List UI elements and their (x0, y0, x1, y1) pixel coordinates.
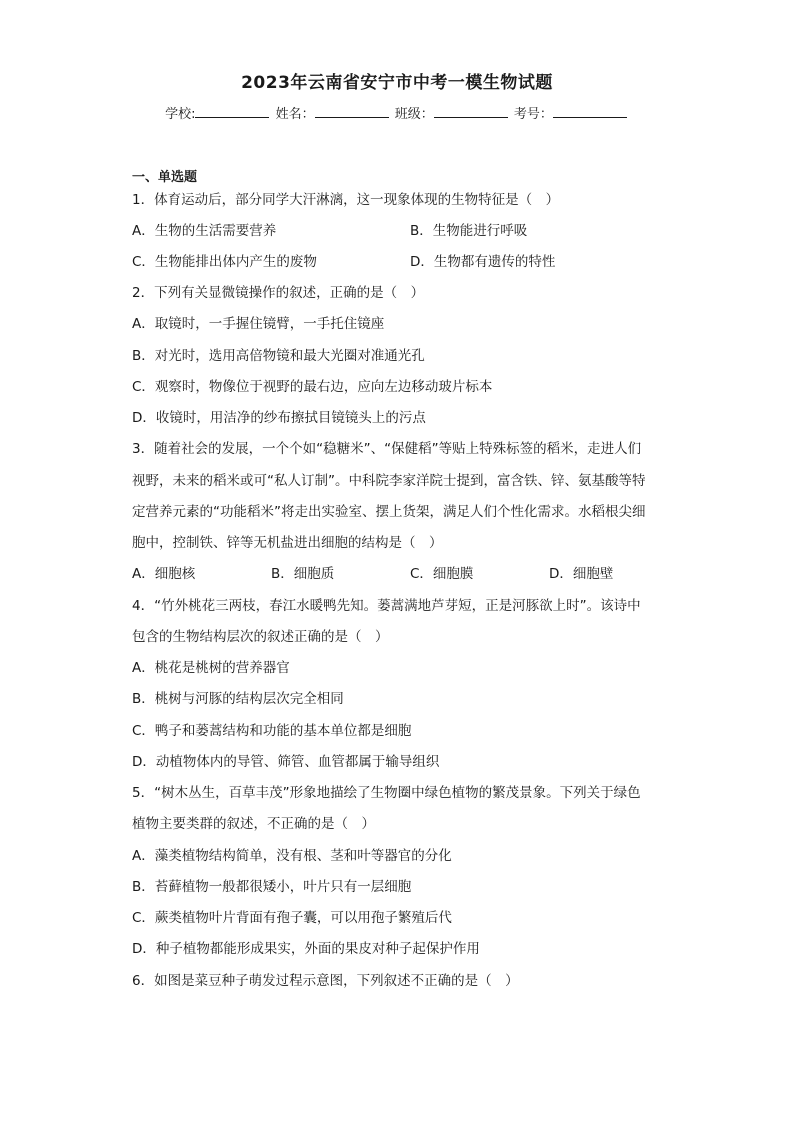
question-4-option-a: A．桃花是桃树的营养器官 (132, 660, 290, 676)
school-blank (195, 105, 269, 118)
question-2-option-b: B．对光时，选用高倍物镜和最大光圈对准通光孔 (132, 348, 425, 364)
question-3-stem-line-3: 定营养元素的“功能稻米”将走出实验室、摆上货架，满足人们个性化需求。水稻根尖细 (132, 504, 646, 520)
question-4-stem-line-1: 4．“竹外桃花三两枝，春江水暖鸭先知。蒌蒿满地芦芽短，正是河豚欲上时”。该诗中 (132, 598, 641, 614)
question-1-option-d: D．生物都有遗传的特性 (410, 254, 556, 270)
question-4-option-b: B．桃树与河豚的结构层次完全相同 (132, 691, 344, 707)
question-1-option-b: B．生物能进行呼吸 (410, 223, 528, 239)
question-3-stem-line-4: 胞中，控制铁、锌等无机盐进出细胞的结构是（ ） (132, 535, 443, 551)
class-blank (434, 105, 508, 118)
exam-number-label: 考号： (513, 107, 553, 122)
question-1-stem: 1．体育运动后，部分同学大汗淋漓，这一现象体现的生物特征是（ ） (132, 192, 560, 208)
question-2-option-a: A．取镜时，一手握住镜臂，一手托住镜座 (132, 316, 385, 332)
name-blank (315, 105, 389, 118)
student-info-row (0, 103, 794, 122)
question-3-stem-line-1: 3．随着社会的发展，一个个如“稳糖米”、“保健稻”等贴上特殊标签的稻米，走进人们 (132, 441, 642, 457)
name-label: 姓名： (275, 107, 315, 122)
question-5-stem-line-2: 植物主要类群的叙述，不正确的是（ ） (132, 816, 375, 832)
question-5-stem-line-1: 5．“树木丛生，百草丰茂”形象地描绘了生物圈中绿色植物的繁茂景象。下列关于绿色 (132, 785, 641, 801)
exam-number-blank (553, 105, 627, 118)
question-5-option-b: B．苔藓植物一般都很矮小，叶片只有一层细胞 (132, 879, 412, 895)
question-2-option-c: C．观察时，物像位于视野的最右边，应向左边移动玻片标本 (132, 379, 493, 395)
question-2-stem: 2．下列有关显微镜操作的叙述，正确的是（ ） (132, 285, 425, 301)
question-4-stem-line-2: 包含的生物结构层次的叙述正确的是（ ） (132, 629, 389, 645)
section-heading: 一、单选题 (132, 170, 198, 185)
question-4-option-d: D．动植物体内的导管、筛管、血管都属于输导组织 (132, 754, 440, 770)
question-3-option-c: C．细胞膜 (410, 566, 474, 582)
question-5-option-d: D．种子植物都能形成果实，外面的果皮对种子起保护作用 (132, 941, 480, 957)
school-label: 学校: (165, 107, 196, 122)
class-label: 班级： (394, 107, 434, 122)
question-5-option-c: C．蕨类植物叶片背面有孢子囊，可以用孢子繁殖后代 (132, 910, 452, 926)
question-3-stem-line-2: 视野，未来的稻米或可“私人订制”。中科院李家洋院士提到，富含铁、锌、氨基酸等特 (132, 473, 646, 489)
question-6-stem: 6．如图是菜豆种子萌发过程示意图，下列叙述不正确的是（ ） (132, 973, 519, 989)
question-1-option-a: A．生物的生活需要营养 (132, 223, 277, 239)
question-3-option-b: B．细胞质 (271, 566, 335, 582)
question-4-option-c: C．鸭子和蒌蒿结构和功能的基本单位都是细胞 (132, 723, 412, 739)
question-3-option-d: D．细胞壁 (549, 566, 614, 582)
question-5-option-a: A．藻类植物结构简单，没有根、茎和叶等器官的分化 (132, 848, 452, 864)
question-3-option-a: A．细胞核 (132, 566, 196, 582)
question-2-option-d: D．收镜时，用洁净的纱布擦拭目镜镜头上的污点 (132, 410, 426, 426)
question-1-option-c: C．生物能排出体内产生的废物 (132, 254, 317, 270)
page-title: 2023年云南省安宁市中考一模生物试题 (241, 73, 553, 93)
